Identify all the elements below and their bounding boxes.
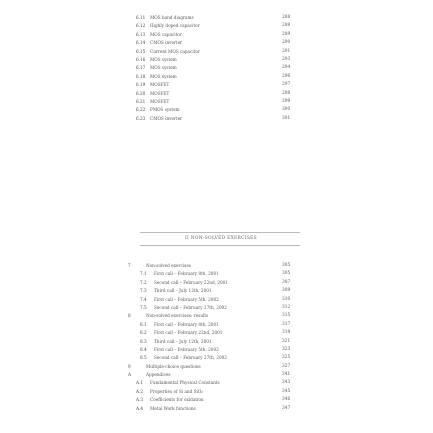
- toc-entry-title: Fundamental Physical Constants: [150, 380, 220, 386]
- toc-entry-number: 8.5: [140, 355, 147, 361]
- toc-entry-title: Second call – February 27th, 2002: [154, 355, 227, 361]
- toc-entry-title: First call – February 8th, 2001: [154, 321, 219, 327]
- toc-entry-title: CMOS inverter: [150, 115, 183, 121]
- toc-entry-title: Highly doped capacitor: [150, 23, 200, 29]
- toc-top-section: [0, 14, 433, 123]
- toc-entry: [0, 405, 433, 413]
- toc-entry-title: MOS system: [150, 65, 177, 71]
- toc-entry: [0, 312, 433, 320]
- toc-entry-page: 300: [282, 107, 291, 113]
- toc-entry: [0, 270, 433, 278]
- toc-entry-page: 307: [282, 279, 291, 285]
- toc-entry-number: 8.1: [140, 321, 147, 327]
- toc-entry: [0, 39, 433, 47]
- toc-entry-page: 291: [282, 48, 291, 54]
- toc-entry: [0, 98, 433, 106]
- toc-entry: [0, 304, 433, 312]
- toc-entry-title: Metal Work functions: [150, 405, 196, 411]
- toc-entry-title: Current MOS capacitor: [150, 48, 200, 54]
- toc-entry-page: 312: [282, 304, 291, 310]
- toc-entry-page: 319: [282, 330, 291, 336]
- toc-bottom-section: [0, 262, 433, 413]
- toc-entry-number: A.4: [136, 405, 144, 411]
- toc-entry-number: 7.5: [140, 304, 147, 310]
- toc-entry-number: 8.3: [140, 338, 147, 344]
- toc-entry-number: 6.14: [136, 40, 146, 46]
- toc-entry: [0, 287, 433, 295]
- toc-entry-title: First call – February 22nd, 2001: [154, 330, 223, 336]
- toc-entry-page: 299: [282, 98, 291, 104]
- toc-entry-title: Third call – July 12th, 2001: [154, 338, 212, 344]
- toc-entry: [0, 321, 433, 329]
- toc-entry-title: Second call – February 22nd, 2001: [154, 279, 228, 285]
- toc-entry-title: Multiple-choice questions: [146, 363, 201, 369]
- toc-entry: [0, 48, 433, 56]
- toc-entry-number: 6.16: [136, 56, 146, 62]
- toc-entry-title: Third call – July 12th, 2001: [154, 288, 212, 294]
- toc-entry-number: A.2: [136, 388, 144, 394]
- divider-top: [140, 232, 300, 233]
- toc-entry-title: MOS system: [150, 56, 177, 62]
- toc-entry-title: Non-solved exercises: [146, 263, 191, 268]
- toc-entry-number: 6.19: [136, 82, 146, 88]
- toc-entry: [0, 363, 433, 371]
- toc-entry-number: 7: [128, 263, 131, 268]
- toc-entry-page: 315: [282, 313, 291, 319]
- toc-entry: [0, 396, 433, 404]
- toc-entry-page: 317: [282, 321, 291, 327]
- toc-entry-page: 327: [282, 363, 291, 369]
- toc-entry-title: Non-solved exercises: results: [146, 313, 209, 319]
- toc-entry-title: First call – February 5th, 2002: [154, 346, 219, 352]
- toc-entry: [0, 279, 433, 287]
- toc-entry-number: 6.22: [136, 107, 146, 113]
- toc-entry-number: 6.23: [136, 115, 146, 121]
- chapter-heading: II NON-SOLVED EXERCISES: [185, 236, 257, 241]
- toc-entry: [0, 354, 433, 362]
- toc-entry: [0, 81, 433, 89]
- toc-entry: [0, 371, 433, 379]
- toc-entry-title: First call – February 5th, 2002: [154, 296, 219, 302]
- toc-entry-page: 321: [282, 338, 291, 344]
- toc-entry-title: Coefficients for oxidation: [150, 397, 204, 403]
- toc-entry-page: 309: [282, 288, 291, 294]
- toc-entry: [0, 106, 433, 114]
- toc-entry: [0, 115, 433, 123]
- toc-entry-title: MOSFET: [150, 98, 170, 104]
- toc-entry-title: Second call – February 27th, 2002: [154, 304, 227, 310]
- toc-entry-number: A.1: [136, 380, 144, 386]
- toc-entry-number: 8: [128, 313, 131, 319]
- toc-entry: [0, 31, 433, 39]
- toc-entry-number: 6.20: [136, 90, 146, 96]
- toc-entry-page: 297: [282, 82, 291, 88]
- toc-entry: [0, 338, 433, 346]
- toc-entry-page: 290: [282, 40, 291, 46]
- toc-entry-number: 6.15: [136, 48, 146, 54]
- toc-entry-title: MOS band diagrams: [150, 15, 194, 20]
- toc-entry-page: 298: [282, 90, 291, 96]
- toc-entry-page: 293: [282, 56, 291, 62]
- toc-entry: [0, 262, 433, 270]
- toc-entry: [0, 329, 433, 337]
- toc-entry-page: 305: [282, 271, 291, 277]
- toc-entry-title: CMOS inverter: [150, 40, 183, 46]
- toc-entry-number: 7.3: [140, 288, 147, 294]
- toc-entry: [0, 379, 433, 387]
- toc-entry-number: A.3: [136, 397, 144, 403]
- toc-entry-number: 7.4: [140, 296, 147, 302]
- toc-entry-number: 6.11: [136, 15, 146, 20]
- toc-entry-number: 7.2: [140, 279, 147, 285]
- toc-entry: [0, 64, 433, 72]
- toc-entry: [0, 14, 433, 22]
- toc-entry-title: Appendices: [146, 372, 171, 378]
- toc-entry: [0, 22, 433, 30]
- toc-entry-number: 6.21: [136, 98, 146, 104]
- toc-entry: [0, 56, 433, 64]
- toc-entry-page: 296: [282, 73, 291, 79]
- toc-entry: [0, 346, 433, 354]
- toc-entry-title: First call – February 8th, 2001: [154, 271, 219, 277]
- toc-entry-title: Properties of Si and SiO₂: [150, 388, 203, 394]
- divider-bottom: [140, 245, 300, 246]
- toc-entry-number: 6.17: [136, 65, 146, 71]
- toc-entry-page: 294: [282, 65, 291, 71]
- toc-entry-number: A: [128, 372, 132, 378]
- toc-entry-page: 289: [282, 31, 291, 37]
- toc-entry-title: MOS capacitor: [150, 31, 182, 37]
- toc-entry: [0, 388, 433, 396]
- toc-entry-title: PMOS system: [150, 107, 180, 113]
- toc-entry-page: 346: [282, 397, 291, 403]
- toc-entry-number: 9: [128, 363, 131, 369]
- toc-entry-page: 289: [282, 23, 291, 29]
- toc-entry-number: 7.1: [140, 271, 147, 277]
- toc-entry-page: 325: [282, 355, 291, 361]
- toc-entry-page: 345: [282, 388, 291, 394]
- toc-entry: [0, 90, 433, 98]
- toc-entry-title: MOSFET: [150, 90, 170, 96]
- toc-entry-page: 347: [282, 405, 291, 411]
- toc-entry: [0, 73, 433, 81]
- toc-entry-page: 305: [282, 263, 291, 268]
- toc-entry-page: 343: [282, 380, 291, 386]
- toc-entry-page: 323: [282, 346, 291, 352]
- toc-entry-title: MOSFET: [150, 82, 170, 88]
- toc-entry: [0, 296, 433, 304]
- toc-entry-number: 8.2: [140, 330, 147, 336]
- toc-entry-page: 310: [282, 296, 291, 302]
- toc-entry-title: MOS system: [150, 73, 177, 79]
- toc-entry-number: 6.12: [136, 23, 146, 29]
- toc-entry-number: 6.18: [136, 73, 146, 79]
- toc-entry-page: 288: [282, 15, 291, 20]
- toc-entry-number: 6.13: [136, 31, 146, 37]
- toc-entry-page: 341: [282, 372, 291, 378]
- toc-entry-page: 301: [282, 115, 291, 121]
- toc-entry-number: 8.4: [140, 346, 147, 352]
